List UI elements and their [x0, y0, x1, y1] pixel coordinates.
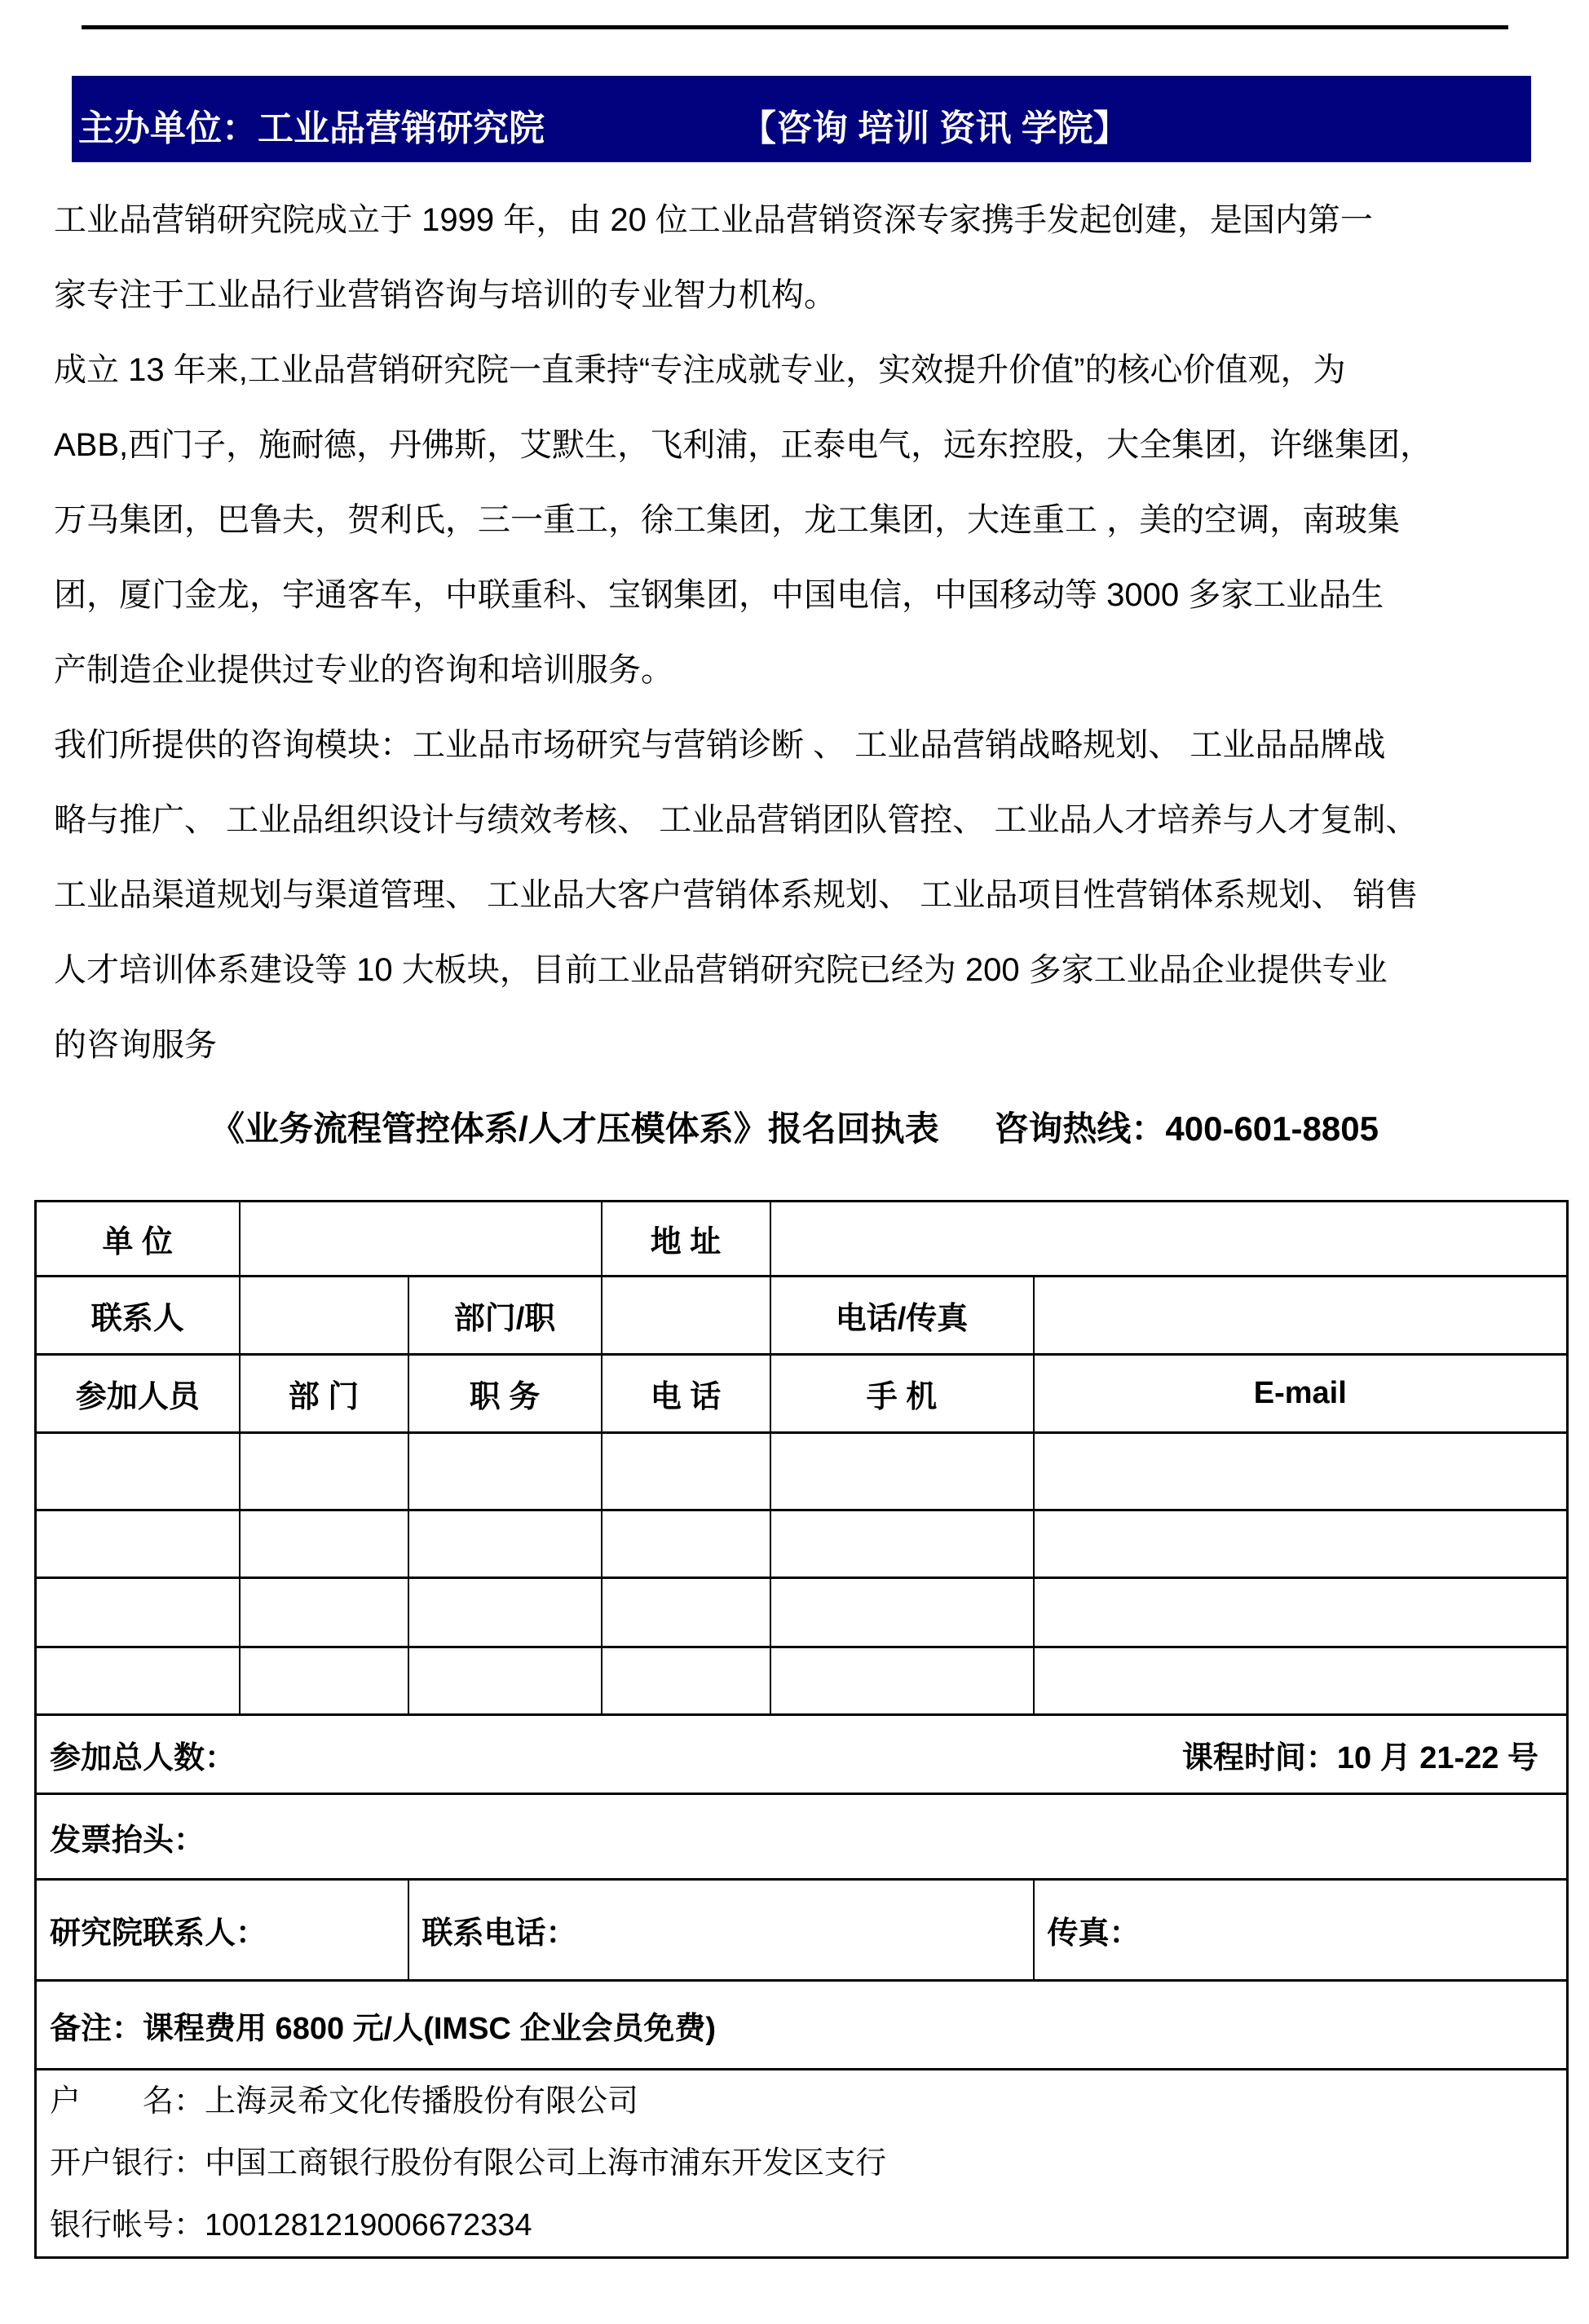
- attendee-empty-row: [36, 1433, 1568, 1510]
- remark-cell: 备注：课程费用 6800 元/人(IMSC 企业会员免费): [36, 1981, 1568, 2070]
- attendee-empty-row: [36, 1647, 1568, 1715]
- institute-contact-cell[interactable]: 研究院联系人：: [36, 1880, 408, 1981]
- attendee-cell[interactable]: [602, 1510, 770, 1578]
- bank-account-number: 银行帐号：1001281219006672334: [50, 2208, 532, 2242]
- unit-address-row: [36, 1202, 1568, 1277]
- bank-name: 开户银行：中国工商银行股份有限公司上海市浦东开发区支行: [50, 2146, 887, 2181]
- intro-line: 家专注于工业品行业营销咨询与培训的专业智力机构。: [54, 277, 836, 313]
- attendee-cell[interactable]: [770, 1647, 1034, 1715]
- attendee-col-header: 部 门: [240, 1355, 408, 1433]
- attendee-cell[interactable]: [408, 1433, 602, 1510]
- attendee-cell[interactable]: [602, 1433, 770, 1510]
- invoice-row: [36, 1794, 1568, 1880]
- attendee-cell[interactable]: [1034, 1433, 1568, 1510]
- attendee-cell[interactable]: [408, 1647, 602, 1715]
- attendee-cell[interactable]: [36, 1433, 240, 1510]
- attendee-cell[interactable]: [240, 1647, 408, 1715]
- attendee-col-header: 参加人员: [36, 1355, 240, 1433]
- intro-line: 我们所提供的咨询模块：工业品市场研究与营销诊断 、 工业品营销战略规划、 工业品品牌战: [54, 727, 1386, 763]
- attendee-cell[interactable]: [770, 1433, 1034, 1510]
- institute-contact-row: [36, 1880, 1568, 1981]
- attendee-empty-row: [36, 1578, 1568, 1647]
- institute-phone-cell[interactable]: 联系电话：: [408, 1880, 1034, 1981]
- intro-line: 工业品营销研究院成立于 1999 年，由 20 位工业品营销资深专家携手发起创建，是国内第一: [54, 202, 1373, 238]
- attendee-col-header: 电 话: [602, 1355, 770, 1433]
- intro-line: 团，厦门金龙，宇通客车，中联重科、宝钢集团，中国电信，中国移动等 3000 多家工业品生: [54, 577, 1384, 613]
- intro-paragraphs: [54, 183, 1529, 1083]
- header-banner: [72, 76, 1531, 162]
- institute-fax-cell[interactable]: 传真：: [1034, 1880, 1568, 1981]
- totals-row: [36, 1715, 1568, 1794]
- attendee-col-header: 职 务: [408, 1355, 602, 1433]
- attendee-cell[interactable]: [770, 1578, 1034, 1647]
- attendee-cell[interactable]: [1034, 1510, 1568, 1578]
- intro-line: 工业品渠道规划与渠道管理、 工业品大客户营销体系规划、 工业品项目性营销体系规划、 销售: [54, 877, 1419, 913]
- attendee-cell[interactable]: [602, 1578, 770, 1647]
- bank-account-name: 户 名：上海灵希文化传播股份有限公司: [50, 2084, 639, 2119]
- attendee-cell[interactable]: [602, 1647, 770, 1715]
- intro-line: 万马集团，巴鲁夫，贺利氏，三一重工，徐工集团，龙工集团，大连重工 ，美的空调，南玻集: [54, 502, 1401, 538]
- intro-line: 的咨询服务: [54, 1027, 217, 1063]
- attendee-cell[interactable]: [770, 1510, 1034, 1578]
- attendee-cell[interactable]: [240, 1433, 408, 1510]
- address-input-cell[interactable]: [770, 1202, 1568, 1277]
- header-rule: [82, 25, 1508, 29]
- form-title: [0, 1091, 1589, 1166]
- attendee-cell[interactable]: [1034, 1578, 1568, 1647]
- unit-input-cell[interactable]: [240, 1202, 602, 1277]
- attendee-empty-row: [36, 1510, 1568, 1578]
- remark-row: [36, 1981, 1568, 2070]
- organizer-label: 主办单位：工业品营销研究院: [78, 108, 545, 148]
- attendee-cell[interactable]: [408, 1578, 602, 1647]
- contact-input-cell[interactable]: [240, 1277, 408, 1355]
- attendee-cell[interactable]: [36, 1647, 240, 1715]
- totals-cell[interactable]: [36, 1715, 1568, 1794]
- intro-line: 成立 13 年来,工业品营销研究院一直秉持“专注成就专业，实效提升价值”的核心价值观，为: [54, 352, 1346, 388]
- services-label: 【咨询 培训 资讯 学院】: [740, 108, 1129, 148]
- bank-info-cell: [36, 2070, 1568, 2258]
- unit-label: 单 位: [36, 1202, 240, 1277]
- attendee-cell[interactable]: [36, 1510, 240, 1578]
- attendee-col-header: 手 机: [770, 1355, 1034, 1433]
- attendee-col-header: E-mail: [1034, 1355, 1568, 1433]
- registration-table: [34, 1200, 1569, 2259]
- course-time-label: 课程时间：10 月 21-22 号: [1181, 1740, 1538, 1775]
- dept-pos-input-cell[interactable]: [602, 1277, 770, 1355]
- phone-fax-label: 电话/传真: [770, 1277, 1034, 1355]
- contact-label: 联系人: [36, 1277, 240, 1355]
- contact-row: [36, 1277, 1568, 1355]
- total-attendees-label: 参加总人数：: [50, 1740, 236, 1775]
- attendee-cell[interactable]: [408, 1510, 602, 1578]
- intro-line: 略与推广、 工业品组织设计与绩效考核、 工业品营销团队管控、 工业品人才培养与人才复制、: [54, 802, 1419, 838]
- attendee-header-row: [36, 1355, 1568, 1433]
- bank-info-row: [36, 2070, 1568, 2258]
- attendee-cell[interactable]: [36, 1578, 240, 1647]
- dept-pos-label: 部门/职: [408, 1277, 602, 1355]
- address-label: 地 址: [602, 1202, 770, 1277]
- attendee-cell[interactable]: [240, 1510, 408, 1578]
- invoice-title-cell[interactable]: 发票抬头：: [36, 1794, 1568, 1880]
- intro-line: 产制造企业提供过专业的咨询和培训服务。: [54, 652, 673, 688]
- phone-fax-input-cell[interactable]: [1034, 1277, 1568, 1355]
- intro-line: 人才培训体系建设等 10 大板块，目前工业品营销研究院已经为 200 多家工业品企业提供专业: [54, 952, 1388, 988]
- attendee-cell[interactable]: [1034, 1647, 1568, 1715]
- intro-line: ABB,西门子，施耐德，丹佛斯，艾默生，飞利浦，正泰电气，远东控股，大全集团，许继集团，: [54, 427, 1433, 463]
- attendee-cell[interactable]: [240, 1578, 408, 1647]
- form-title-text: 《业务流程管控体系/人才压模体系》报名回执表: [210, 1109, 939, 1148]
- hotline-text: 咨询热线：400-601-8805: [994, 1109, 1379, 1148]
